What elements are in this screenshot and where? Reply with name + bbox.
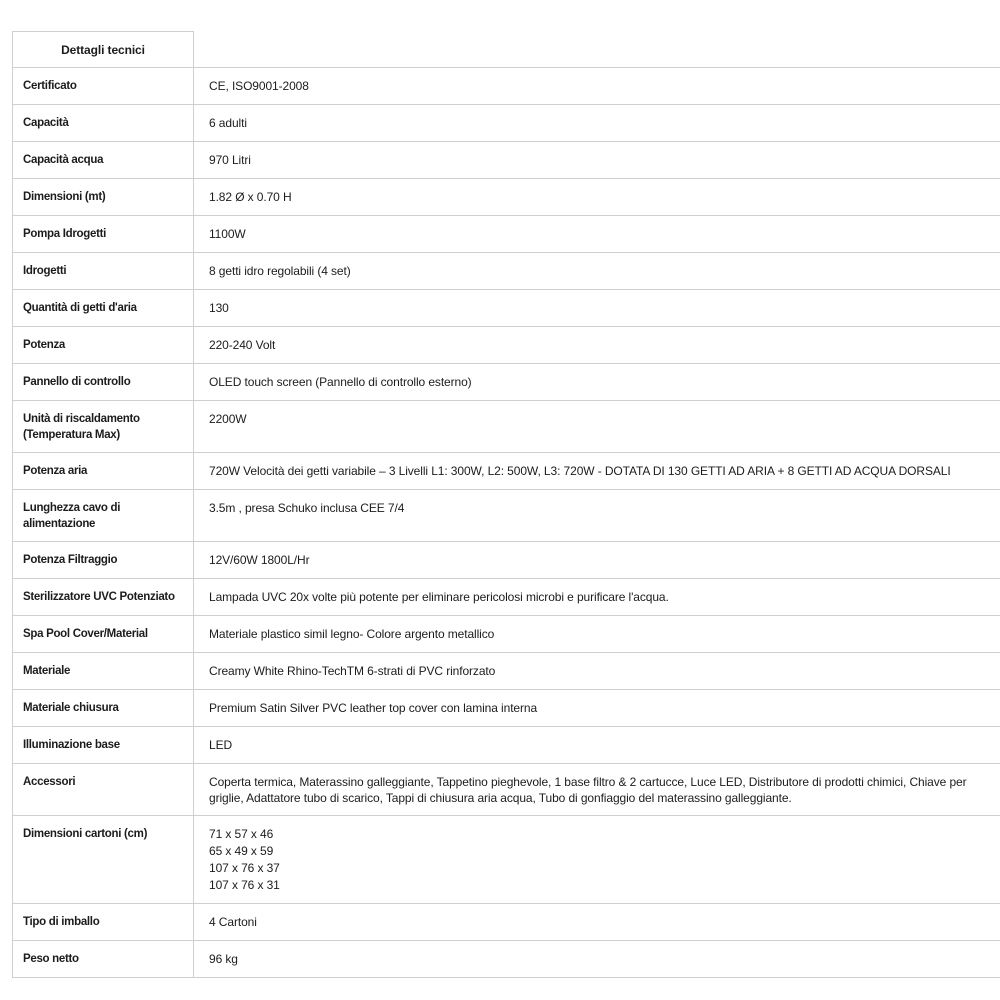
spec-row xyxy=(13,727,1000,764)
spec-row xyxy=(13,490,1000,542)
spec-row xyxy=(13,764,1000,816)
spec-value: 3.5m , presa Schuko inclusa CEE 7/4 xyxy=(209,501,405,515)
spec-label: Lunghezza cavo di alimentazione xyxy=(13,490,194,541)
spec-row xyxy=(13,542,1000,579)
spec-row xyxy=(13,68,1000,105)
spec-value: LED xyxy=(209,738,233,752)
spec-label: Materiale xyxy=(13,653,194,689)
spec-label: Pompa Idrogetti xyxy=(13,216,194,252)
spec-row xyxy=(13,453,1000,490)
spec-value: Coperta termica, Materassino galleggiante, Tappetino pieghevole, 1 base filtro & 2 cartucce, Luce LED, Distributore di prodotti chimici, Chiave per griglie, Adattatore tubo di scarico, Tappi di chiusura aria acqua, Tubo di gonfiaggio del materassino galleggiante. xyxy=(209,775,967,805)
spec-label: Capacità xyxy=(13,105,194,141)
spec-row xyxy=(13,105,1000,142)
spec-row xyxy=(13,690,1000,727)
table-body xyxy=(13,68,1000,978)
spec-label: Peso netto xyxy=(13,941,194,977)
spec-label: Potenza xyxy=(13,327,194,363)
spec-row xyxy=(13,904,1000,941)
spec-row xyxy=(13,290,1000,327)
spec-row xyxy=(13,401,1000,453)
spec-value: 720W Velocità dei getti variabile – 3 Livelli L1: 300W, L2: 500W, L3: 720W - DOTATA DI 130 GETTI AD ARIA + 8 GETTI AD ACQUA DORSALI xyxy=(209,464,951,478)
spec-label: Pannello di controllo xyxy=(13,364,194,400)
spec-value: 2200W xyxy=(209,412,247,426)
spec-value: Premium Satin Silver PVC leather top cover con lamina interna xyxy=(209,701,538,715)
spec-label: Spa Pool Cover/Material xyxy=(13,616,194,652)
table-header-row xyxy=(13,31,1000,68)
spec-row xyxy=(13,216,1000,253)
spec-label: Potenza aria xyxy=(13,453,194,489)
spec-row xyxy=(13,653,1000,690)
spec-label: Unità di riscaldamento (Temperatura Max) xyxy=(13,401,194,452)
spec-label: Materiale chiusura xyxy=(13,690,194,726)
spec-value: Materiale plastico simil legno- Colore argento metallico xyxy=(209,627,495,641)
spec-value: 8 getti idro regolabili (4 set) xyxy=(209,264,351,278)
spec-label: Dimensioni (mt) xyxy=(13,179,194,215)
spec-value: 1.82 Ø x 0.70 H xyxy=(209,190,292,204)
spec-row xyxy=(13,616,1000,653)
table-header-cell xyxy=(13,31,194,67)
spec-value: 12V/60W 1800L/Hr xyxy=(209,553,310,567)
spec-label: Potenza Filtraggio xyxy=(13,542,194,578)
spec-value: 1100W xyxy=(209,227,246,241)
spec-label: Accessori xyxy=(13,764,194,815)
spec-label: Tipo di imballo xyxy=(13,904,194,940)
spec-row xyxy=(13,327,1000,364)
table-header-empty-cell xyxy=(194,31,1000,67)
spec-value: 6 adulti xyxy=(209,116,247,130)
spec-row xyxy=(13,179,1000,216)
spec-label: Illuminazione base xyxy=(13,727,194,763)
spec-label: Certificato xyxy=(13,68,194,104)
spec-label: Capacità acqua xyxy=(13,142,194,178)
technical-details-table xyxy=(12,31,1000,978)
spec-value: 96 kg xyxy=(209,952,238,966)
spec-value: OLED touch screen (Pannello di controllo esterno) xyxy=(209,375,472,389)
spec-row xyxy=(13,579,1000,616)
spec-label: Sterilizzatore UVC Potenziato xyxy=(13,579,194,615)
spec-label: Quantità di getti d'aria xyxy=(13,290,194,326)
table-title: Dettagli tecnici xyxy=(61,42,145,57)
spec-value: 220-240 Volt xyxy=(209,338,276,352)
spec-value: 130 xyxy=(209,301,229,315)
spec-value: Lampada UVC 20x volte più potente per eliminare pericolosi microbi e purificare l'acqua. xyxy=(209,590,669,604)
spec-value-line: 107 x 76 x 37 xyxy=(209,861,280,875)
spec-row xyxy=(13,941,1000,978)
spec-value-line: 71 x 57 x 46 xyxy=(209,827,274,841)
spec-row xyxy=(13,364,1000,401)
spec-value-line: 107 x 76 x 31 xyxy=(209,878,280,892)
spec-row xyxy=(13,142,1000,179)
spec-row xyxy=(13,816,1000,904)
spec-label: Idrogetti xyxy=(13,253,194,289)
spec-value-line: 65 x 49 x 59 xyxy=(209,844,274,858)
spec-value: CE, ISO9001-2008 xyxy=(209,79,309,93)
spec-value: 4 Cartoni xyxy=(209,915,257,929)
spec-label: Dimensioni cartoni (cm) xyxy=(13,816,194,903)
spec-value: 970 Litri xyxy=(209,153,251,167)
spec-value xyxy=(194,816,1000,903)
spec-value: Creamy White Rhino-TechTM 6-strati di PVC rinforzato xyxy=(209,664,496,678)
spec-row xyxy=(13,253,1000,290)
